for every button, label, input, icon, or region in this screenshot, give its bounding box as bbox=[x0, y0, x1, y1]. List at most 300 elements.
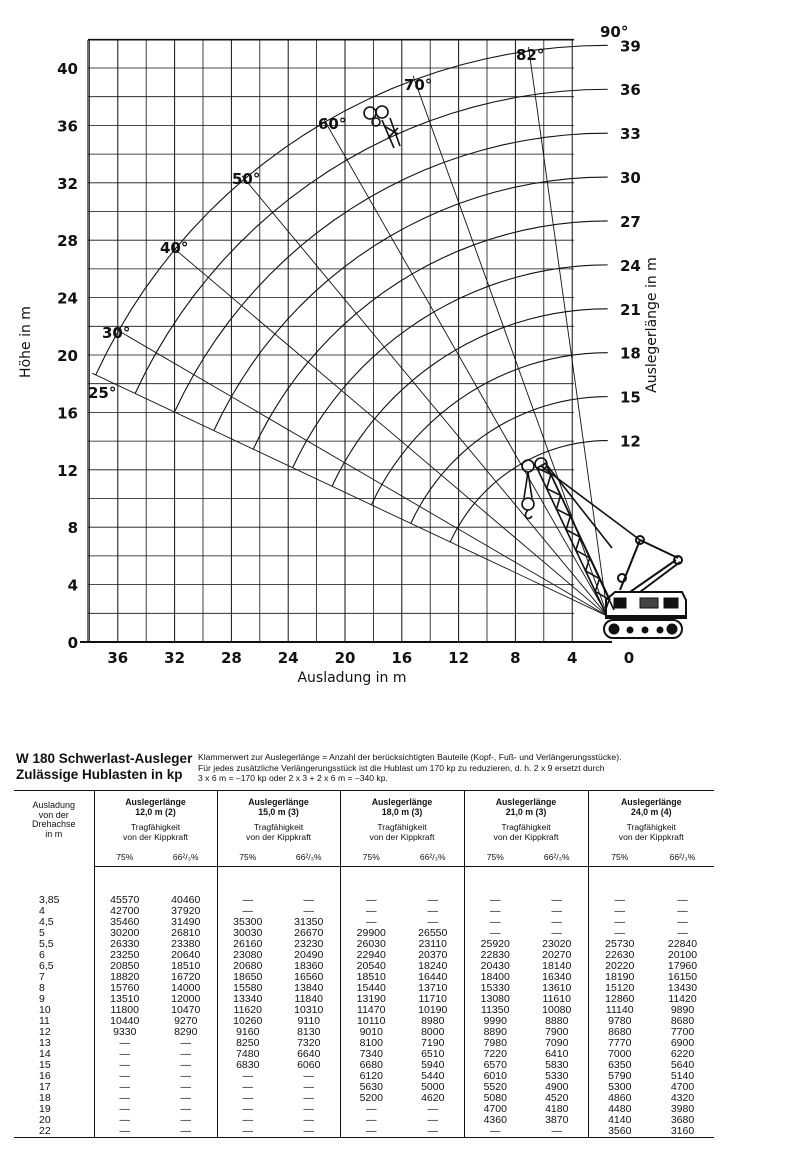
capacity-cell: 20540 bbox=[340, 961, 402, 972]
capacity-cell: — bbox=[303, 1114, 314, 1126]
capacity-cell: 15760 bbox=[94, 983, 155, 994]
x-axis-label: Ausladung in m bbox=[297, 670, 407, 686]
capacity-cell: — bbox=[180, 1037, 191, 1049]
capacity-cell: — bbox=[464, 906, 526, 917]
capacity-cell: 18400 bbox=[464, 972, 526, 983]
capacity-cell: 30030 bbox=[217, 928, 278, 939]
capacity-cell: 23110 bbox=[418, 938, 447, 950]
capacity-cell: 10260 bbox=[217, 1016, 278, 1027]
radius-cell: 6,5 bbox=[39, 960, 54, 972]
capacity-cell: 20220 bbox=[588, 961, 651, 972]
capacity-cell: 7220 bbox=[464, 1049, 526, 1060]
capacity-cell: 5200 bbox=[340, 1093, 402, 1104]
capacity-cell: 20430 bbox=[464, 961, 526, 972]
x-tick-label: 0 bbox=[623, 649, 635, 667]
capacity-cell: 20850 bbox=[94, 961, 155, 972]
boom-length-tick: 30 bbox=[620, 169, 641, 188]
capacity-cell: 3560 bbox=[588, 1126, 651, 1138]
radius-cell: 20 bbox=[39, 1114, 51, 1126]
group-boom-length: 12,0 m (2) bbox=[135, 807, 176, 817]
capacity-cell: 20100 bbox=[667, 949, 698, 961]
capacity-cell: 4360 bbox=[464, 1115, 526, 1126]
capacity-cell: 26330 bbox=[94, 939, 155, 950]
capacity-cell: — bbox=[217, 1093, 278, 1104]
table-note bbox=[198, 752, 698, 784]
capacity-cell: 5000 bbox=[421, 1081, 445, 1093]
capacity-cell: — bbox=[217, 895, 278, 906]
x-tick-label: 32 bbox=[164, 649, 186, 667]
capacity-cell: — bbox=[340, 906, 402, 917]
capacity-cell: 6060 bbox=[297, 1059, 321, 1071]
capacity-cell: 18820 bbox=[94, 972, 155, 983]
percentage-header: 66²/₃% bbox=[402, 842, 464, 867]
capacity-cell: 18190 bbox=[588, 972, 651, 983]
capacity-cell: 10440 bbox=[94, 1016, 155, 1027]
capacity-cell: — bbox=[427, 905, 438, 917]
radius-cell: 19 bbox=[39, 1103, 51, 1115]
capacity-cell: 4700 bbox=[670, 1081, 695, 1093]
boom-angle-label: 30° bbox=[102, 324, 131, 342]
radius-cell: 4 bbox=[39, 905, 45, 917]
radius-cell: 14 bbox=[39, 1048, 51, 1060]
capacity-cell: — bbox=[94, 1115, 155, 1126]
capacity-cell: 5520 bbox=[464, 1082, 526, 1093]
capacity-cell: 7700 bbox=[670, 1026, 695, 1038]
capacity-cell: — bbox=[94, 1038, 155, 1049]
capacity-cell: 5940 bbox=[421, 1059, 445, 1071]
table-note-line3: 3 x 6 m = –170 kp oder 2 x 3 + 2 x 6 m = –340 kp. bbox=[198, 773, 388, 783]
capacity-cell: 5330 bbox=[545, 1070, 569, 1082]
capacity-cell: — bbox=[588, 928, 651, 939]
capacity-cell: — bbox=[677, 905, 688, 917]
capacity-cell: 4620 bbox=[421, 1092, 445, 1104]
capacity-cell: 7900 bbox=[545, 1026, 569, 1038]
boom-length-arc bbox=[450, 441, 608, 542]
capacity-cell: 20490 bbox=[294, 949, 324, 961]
capacity-cell: 5830 bbox=[545, 1059, 569, 1071]
capacity-cell: 12000 bbox=[171, 993, 201, 1005]
percentage-header: 75% bbox=[340, 842, 402, 867]
boom-angle-label: 60° bbox=[318, 115, 347, 133]
distance-header-line3: Drehachse bbox=[31, 819, 76, 829]
boom-length-tick: 36 bbox=[620, 81, 641, 100]
capacity-cell: 6010 bbox=[464, 1071, 526, 1082]
radius-cell: 8 bbox=[39, 982, 45, 994]
distance-column-header bbox=[14, 791, 94, 867]
capacity-cell: 7770 bbox=[588, 1038, 651, 1049]
table-note-line2: Für jedes zusätzliche Verlängerungsstück ist die Hublast um 170 kp zu reduzieren, d. h. 2 x 9 ersetzt durch bbox=[198, 762, 605, 773]
capacity-cell: 25730 bbox=[588, 939, 651, 950]
group-boom-length: 24,0 m (4) bbox=[630, 807, 672, 817]
radius-cell: 4,5 bbox=[39, 916, 54, 928]
capacity-cell: 13340 bbox=[217, 994, 278, 1005]
capacity-cell: — bbox=[94, 1126, 155, 1138]
capacity-cell: 4320 bbox=[670, 1092, 695, 1104]
capacity-cell: 6120 bbox=[340, 1071, 402, 1082]
capacity-cell: — bbox=[427, 916, 438, 928]
crane-cab bbox=[606, 592, 686, 618]
capacity-cell: 18240 bbox=[418, 960, 448, 972]
capacity-cell: 26550 bbox=[418, 927, 448, 939]
capacity-cell: 16720 bbox=[171, 971, 201, 983]
boom-length-group-header bbox=[588, 791, 714, 843]
boom-angle-line bbox=[115, 329, 608, 616]
capacity-cell: 15330 bbox=[464, 983, 526, 994]
capacity-cell: 6510 bbox=[421, 1048, 445, 1060]
capacity-cell: 15440 bbox=[340, 983, 402, 994]
capacity-cell: 9890 bbox=[670, 1004, 695, 1016]
boom-angle-label: 70° bbox=[404, 76, 433, 94]
capacity-cell: 26030 bbox=[340, 939, 402, 950]
capacity-cell: — bbox=[677, 894, 688, 906]
group-title: Auslegerlänge bbox=[125, 797, 186, 807]
capacity-cell: 8000 bbox=[421, 1026, 445, 1038]
group-title: Auslegerlänge bbox=[248, 797, 309, 807]
capacity-cell: 35300 bbox=[217, 917, 278, 928]
capacity-cell: 18360 bbox=[294, 960, 324, 972]
capacity-cell: 18650 bbox=[217, 972, 278, 983]
capacity-cell: 8980 bbox=[421, 1015, 445, 1027]
group-capacity-label2: von der Kippkraft bbox=[123, 832, 188, 842]
capacity-cell: 13190 bbox=[340, 994, 402, 1005]
capacity-cell: 13710 bbox=[418, 982, 448, 994]
capacity-cell: 10080 bbox=[542, 1004, 572, 1016]
capacity-cell: — bbox=[551, 894, 562, 906]
capacity-cell: — bbox=[551, 905, 562, 917]
capacity-cell: 11800 bbox=[94, 1005, 155, 1016]
percentage-header: 75% bbox=[217, 842, 278, 867]
capacity-cell: — bbox=[217, 1071, 278, 1082]
capacity-cell: 6350 bbox=[588, 1060, 651, 1071]
capacity-cell: — bbox=[303, 894, 314, 906]
boom-length-tick: 12 bbox=[620, 432, 641, 451]
capacity-cell: 13510 bbox=[94, 994, 155, 1005]
group-capacity-label2: von der Kippkraft bbox=[618, 832, 684, 842]
capacity-cell: — bbox=[180, 1048, 191, 1060]
boom-length-arc bbox=[214, 177, 608, 431]
capacity-cell: 9160 bbox=[217, 1027, 278, 1038]
capacity-cell: 16560 bbox=[294, 971, 324, 983]
capacity-cell: 23230 bbox=[294, 938, 324, 950]
boom-length-arc bbox=[293, 265, 608, 468]
capacity-cell: 12860 bbox=[588, 994, 651, 1005]
capacity-cell: — bbox=[464, 895, 526, 906]
capacity-cell: 23080 bbox=[217, 950, 278, 961]
table-title-line1: W 180 Schwerlast-Ausleger bbox=[16, 751, 193, 766]
capacity-cell: 13840 bbox=[294, 982, 324, 994]
capacity-cell: 10190 bbox=[418, 1004, 448, 1016]
capacity-cell: 6640 bbox=[297, 1048, 321, 1060]
capacity-cell: 8290 bbox=[174, 1026, 198, 1038]
group-boom-length: 18,0 m (3) bbox=[381, 807, 423, 817]
capacity-cell: 31350 bbox=[294, 916, 324, 928]
capacity-cell: 18140 bbox=[542, 960, 572, 972]
x-tick-label: 28 bbox=[220, 649, 242, 667]
x-tick-label: 4 bbox=[566, 649, 578, 667]
boom-angle-label: 90° bbox=[600, 23, 629, 41]
capacity-cell: 18510 bbox=[340, 972, 402, 983]
capacity-cell: 4180 bbox=[545, 1103, 569, 1115]
capacity-cell: 20270 bbox=[542, 949, 572, 961]
group-boom-length: 21,0 m (3) bbox=[505, 807, 547, 817]
capacity-cell: 15580 bbox=[217, 983, 278, 994]
capacity-cell: — bbox=[340, 917, 402, 928]
capacity-cell: 6830 bbox=[217, 1060, 278, 1071]
radius-cell: 10 bbox=[39, 1004, 51, 1016]
group-capacity-label: Tragfähigkeit bbox=[501, 822, 551, 832]
boom-length-tick: 39 bbox=[620, 37, 641, 56]
boom-length-tick: 27 bbox=[620, 212, 641, 231]
y-axis-label: Höhe in m bbox=[18, 306, 34, 378]
boom-angle-line bbox=[242, 176, 608, 616]
y-tick-label: 24 bbox=[57, 289, 78, 308]
boom-length-group-header bbox=[340, 791, 464, 843]
capacity-cell: — bbox=[340, 1126, 402, 1138]
table-title bbox=[16, 751, 192, 783]
capacity-cell: — bbox=[427, 894, 438, 906]
y-tick-label: 0 bbox=[67, 634, 78, 652]
capacity-cell: 31490 bbox=[171, 916, 201, 928]
capacity-cell: 7340 bbox=[340, 1049, 402, 1060]
capacity-cell: — bbox=[588, 906, 651, 917]
capacity-cell: — bbox=[551, 927, 562, 939]
table-title-line2: Zulässige Hublasten in kp bbox=[16, 767, 183, 782]
capacity-cell: — bbox=[94, 1049, 155, 1060]
group-capacity-label: Tragfähigkeit bbox=[377, 822, 427, 832]
capacity-cell: — bbox=[217, 1104, 278, 1115]
table-row bbox=[14, 1126, 714, 1138]
capacity-cell: — bbox=[180, 1070, 191, 1082]
x-tick-label: 8 bbox=[510, 649, 521, 667]
capacity-cell: 42700 bbox=[94, 906, 155, 917]
capacity-cell: 9270 bbox=[174, 1015, 198, 1027]
boom-length-group-header bbox=[94, 791, 217, 843]
x-tick-label: 24 bbox=[277, 649, 299, 667]
crane-mast bbox=[618, 536, 682, 592]
boom-length-tick: 24 bbox=[620, 256, 641, 275]
capacity-cell: 7190 bbox=[421, 1037, 445, 1049]
x-tick-label: 36 bbox=[107, 649, 129, 667]
table-spacer-row bbox=[14, 867, 714, 896]
group-title: Auslegerlänge bbox=[495, 797, 557, 807]
radius-cell: 7 bbox=[39, 971, 45, 983]
capacity-cell: 10310 bbox=[294, 1004, 324, 1016]
y-tick-label: 8 bbox=[67, 519, 78, 538]
capacity-cell: — bbox=[340, 895, 402, 906]
capacity-cell: 22940 bbox=[340, 950, 402, 961]
percentage-header: 75% bbox=[464, 842, 526, 867]
capacity-cell: 11610 bbox=[542, 993, 571, 1005]
capacity-cell: — bbox=[464, 917, 526, 928]
boom-length-group-header bbox=[464, 791, 588, 843]
capacity-cell: 26160 bbox=[217, 939, 278, 950]
capacity-cell: 7090 bbox=[545, 1037, 569, 1049]
percentage-header: 75% bbox=[588, 842, 651, 867]
capacity-cell: 7480 bbox=[217, 1049, 278, 1060]
boom-length-arcs bbox=[96, 37, 641, 542]
capacity-cell: 4140 bbox=[588, 1115, 651, 1126]
capacity-cell: — bbox=[180, 1103, 191, 1115]
capacity-cell: 22840 bbox=[667, 938, 698, 950]
capacity-cell: — bbox=[427, 1103, 438, 1115]
capacity-cell: 9010 bbox=[340, 1027, 402, 1038]
capacity-cell: — bbox=[94, 1082, 155, 1093]
capacity-cell: 40460 bbox=[171, 894, 201, 906]
percentage-header: 75% bbox=[94, 842, 155, 867]
capacity-cell: 8680 bbox=[670, 1015, 695, 1027]
radius-cell: 16 bbox=[39, 1070, 51, 1082]
group-boom-length: 15,0 m (3) bbox=[258, 807, 299, 817]
capacity-cell: 8250 bbox=[217, 1038, 278, 1049]
capacity-cell: 14000 bbox=[171, 982, 201, 994]
capacity-cell: 13080 bbox=[464, 994, 526, 1005]
radius-cell: 13 bbox=[39, 1037, 51, 1049]
radius-cell: 18 bbox=[39, 1092, 51, 1104]
boom-angle-label: 82° bbox=[516, 46, 545, 64]
capacity-cell: 5300 bbox=[588, 1082, 651, 1093]
radius-cell: 9 bbox=[39, 993, 45, 1005]
capacity-cell: 8880 bbox=[545, 1015, 569, 1027]
capacity-cell: 25920 bbox=[464, 939, 526, 950]
group-capacity-label: Tragfähigkeit bbox=[253, 822, 304, 832]
capacity-cell: — bbox=[303, 1070, 314, 1082]
capacity-cell: 8680 bbox=[588, 1027, 651, 1038]
y-tick-label: 36 bbox=[57, 117, 78, 136]
y-tick-label: 20 bbox=[57, 347, 78, 365]
capacity-cell: — bbox=[155, 1126, 217, 1138]
crane-boom-lattice bbox=[537, 463, 614, 612]
y-tick-label: 16 bbox=[57, 404, 78, 423]
capacity-cell: 9330 bbox=[94, 1027, 155, 1038]
capacity-cell: 11470 bbox=[340, 1005, 402, 1016]
capacity-cell: 26810 bbox=[171, 927, 201, 939]
capacity-cell: 3680 bbox=[670, 1114, 695, 1126]
capacity-cell: 3980 bbox=[670, 1103, 695, 1115]
x-tick-label: 16 bbox=[391, 649, 413, 667]
radius-cell: 17 bbox=[39, 1081, 51, 1093]
capacity-cell: 13430 bbox=[667, 982, 698, 994]
table-note-line1: Klammerwert zur Auslegerlänge = Anzahl der berücksichtigten Bauteile (Kopf-, Fuß- und Verlängerungsstücke). bbox=[198, 752, 622, 762]
radius-cell: 3,85 bbox=[39, 894, 60, 906]
capacity-cell: 5640 bbox=[670, 1059, 695, 1071]
capacity-cell: 3160 bbox=[651, 1126, 714, 1138]
capacity-cell: 26670 bbox=[294, 927, 324, 939]
radius-cell: 5,5 bbox=[39, 938, 54, 950]
capacity-cell: 9990 bbox=[464, 1016, 526, 1027]
boom-angle-line bbox=[172, 247, 608, 617]
radius-cell: 6 bbox=[39, 949, 45, 961]
radius-cell: 11 bbox=[39, 1015, 50, 1027]
capacity-cell: 5630 bbox=[340, 1082, 402, 1093]
boom-angle-label: 50° bbox=[232, 170, 261, 188]
capacity-cell: 4520 bbox=[545, 1092, 569, 1104]
capacity-cell: — bbox=[464, 1126, 526, 1138]
capacity-cell: 11840 bbox=[294, 993, 323, 1005]
crane-crawler bbox=[604, 620, 682, 638]
boom-angle-label: 25° bbox=[88, 384, 117, 402]
capacity-cell: 20640 bbox=[171, 949, 201, 961]
capacity-cell: 5790 bbox=[588, 1071, 651, 1082]
capacity-cell: — bbox=[278, 1126, 340, 1138]
capacity-cell: — bbox=[677, 927, 688, 939]
capacity-cell: 18510 bbox=[171, 960, 201, 972]
capacity-cell: 6900 bbox=[670, 1037, 695, 1049]
percentage-header: 66²/₃% bbox=[278, 842, 340, 867]
group-capacity-label2: von der Kippkraft bbox=[369, 832, 435, 842]
capacity-cell: 6410 bbox=[545, 1048, 569, 1060]
capacity-cell: 11420 bbox=[668, 993, 697, 1005]
capacity-cell: 10470 bbox=[171, 1004, 201, 1016]
capacity-cell: 8130 bbox=[297, 1026, 321, 1038]
boom-length-axis-label: Auslegerlänge in m bbox=[644, 257, 660, 393]
capacity-cell: 11350 bbox=[464, 1005, 526, 1016]
group-title: Auslegerlänge bbox=[620, 797, 682, 807]
capacity-cell: 11140 bbox=[588, 1005, 651, 1016]
group-capacity-label2: von der Kippkraft bbox=[493, 832, 559, 842]
capacity-cell: 4860 bbox=[588, 1093, 651, 1104]
capacity-cell: — bbox=[180, 1081, 191, 1093]
capacity-cell: — bbox=[217, 906, 278, 917]
capacity-cell: 3870 bbox=[545, 1114, 569, 1126]
capacity-cell: — bbox=[180, 1059, 191, 1071]
capacity-cell: 5080 bbox=[464, 1093, 526, 1104]
group-title: Auslegerlänge bbox=[371, 797, 433, 807]
percentage-header: 66²/₃% bbox=[526, 842, 588, 867]
capacity-cell: — bbox=[303, 1092, 314, 1104]
capacity-cell: 45570 bbox=[94, 895, 155, 906]
x-tick-label: 20 bbox=[334, 649, 356, 667]
capacity-cell: 11620 bbox=[217, 1005, 278, 1016]
capacity-cell: 13610 bbox=[542, 982, 572, 994]
capacity-cell: — bbox=[464, 928, 526, 939]
capacity-cell: 7980 bbox=[464, 1038, 526, 1049]
capacity-cell: 4480 bbox=[588, 1104, 651, 1115]
capacity-cell: 16340 bbox=[542, 971, 572, 983]
capacity-cell: 6680 bbox=[340, 1060, 402, 1071]
group-capacity-label: Tragfähigkeit bbox=[626, 822, 676, 832]
distance-header-line2: von der bbox=[38, 809, 69, 820]
group-capacity-label: Tragfähigkeit bbox=[130, 822, 181, 832]
capacity-cell: 15120 bbox=[588, 983, 651, 994]
distance-header-line1: Ausladung bbox=[32, 800, 76, 810]
capacity-cell: 20680 bbox=[217, 961, 278, 972]
capacity-cell: — bbox=[427, 1114, 438, 1126]
capacity-cell: 35460 bbox=[94, 917, 155, 928]
capacity-cell: — bbox=[526, 1126, 588, 1138]
boom-length-group-header bbox=[217, 791, 340, 843]
capacity-cell: — bbox=[303, 1103, 314, 1115]
boom-length-tick: 21 bbox=[620, 300, 641, 319]
boom-length-tick: 33 bbox=[620, 125, 641, 144]
capacity-cell: — bbox=[180, 1114, 191, 1126]
capacity-cell: 16440 bbox=[418, 971, 448, 983]
group-capacity-label2: von der Kippkraft bbox=[246, 832, 311, 842]
capacity-cell: — bbox=[94, 1104, 155, 1115]
capacity-cell: 4700 bbox=[464, 1104, 526, 1115]
capacity-cell: — bbox=[94, 1060, 155, 1071]
radius-cell: 12 bbox=[39, 1026, 51, 1038]
boom-angle-line bbox=[323, 118, 607, 616]
capacity-cell: 8890 bbox=[464, 1027, 526, 1038]
capacity-cell: 22830 bbox=[464, 950, 526, 961]
capacity-cell: 9780 bbox=[588, 1016, 651, 1027]
capacity-cell: 23250 bbox=[94, 950, 155, 961]
capacity-cell: 23020 bbox=[542, 938, 572, 950]
radius-cell: 22 bbox=[14, 1126, 94, 1138]
capacity-cell: 22630 bbox=[588, 950, 651, 961]
capacity-cell: — bbox=[402, 1126, 464, 1138]
radius-cell: 15 bbox=[39, 1059, 51, 1071]
